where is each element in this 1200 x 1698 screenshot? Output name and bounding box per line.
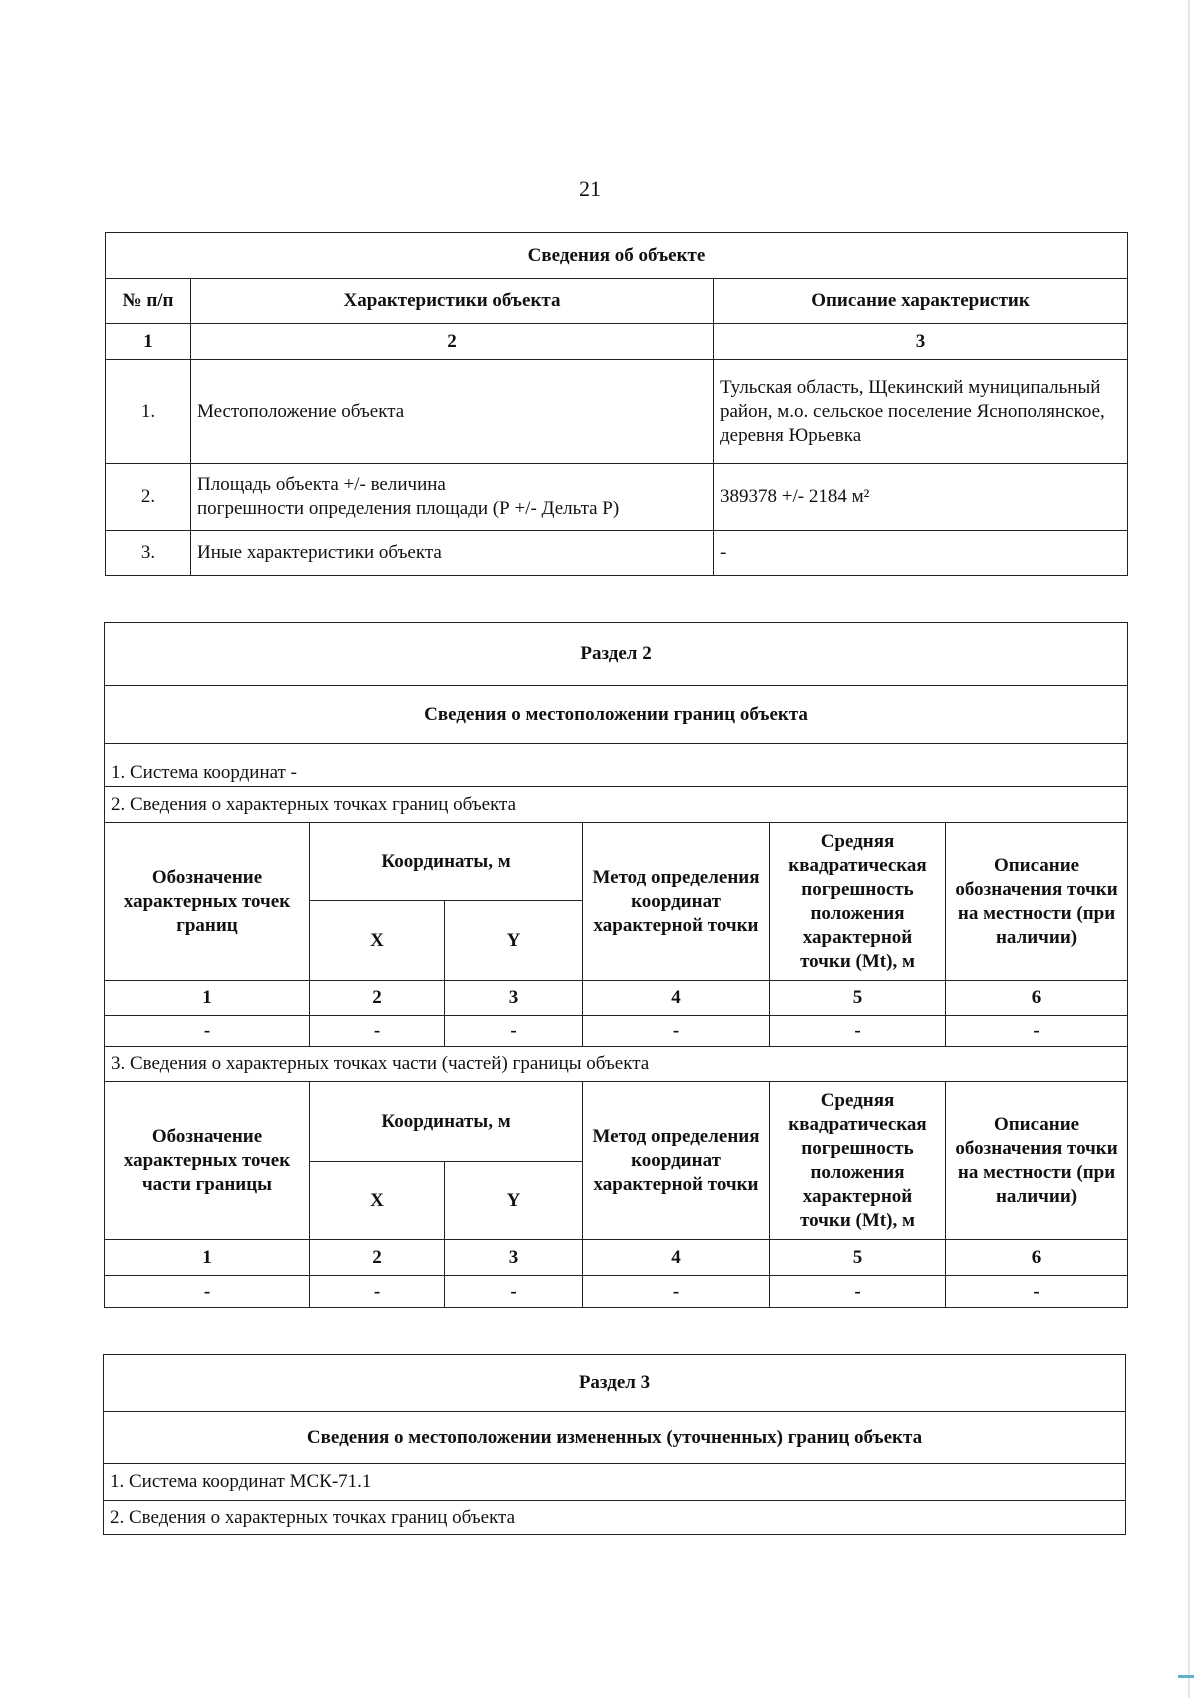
row-number: 1. (106, 360, 191, 464)
col-number: 5 (770, 1240, 946, 1276)
header-number: № п/п (106, 279, 191, 324)
table-cell: - (770, 1016, 946, 1047)
table-cell: - (105, 1276, 310, 1308)
row-name (191, 464, 714, 531)
header-y: Y (445, 1162, 583, 1240)
section2-parts-title: 3. Сведения о характерных точках части (частей) границы объекта (105, 1047, 1128, 1082)
page-number: 21 (579, 176, 601, 201)
row-description: 389378 +/- 2184 м² (714, 464, 1128, 531)
section2-points-title: 2. Сведения о характерных точках границ объекта (105, 787, 1128, 823)
col-number: 3 (714, 324, 1128, 360)
col-number: 3 (445, 981, 583, 1016)
row-number: 2. (106, 464, 191, 531)
table-cell: - (445, 1276, 583, 1308)
table-cell: - (770, 1276, 946, 1308)
col-number: 1 (106, 324, 191, 360)
col-number: 6 (946, 981, 1128, 1016)
object-info-table (105, 232, 1128, 576)
header-x: X (310, 1162, 445, 1240)
row-description: Тульская область, Щекинский муниципальный район, м.о. сельское поселение Яснополянское, деревня Юрьевка (714, 360, 1128, 464)
col-number: 3 (445, 1240, 583, 1276)
header-point-designation: Обозначение характерных точек границ (105, 823, 310, 981)
table-cell: - (946, 1276, 1128, 1308)
col-number: 4 (583, 1240, 770, 1276)
header-characteristics: Характеристики объекта (191, 279, 714, 324)
header-mean-error: Средняя квадратическая погрешность положения характерной точки (Mt), м (770, 823, 946, 981)
col-number: 1 (105, 981, 310, 1016)
section2-title: Раздел 2 (105, 623, 1128, 686)
header-y: Y (445, 901, 583, 981)
header-point-designation: Обозначение характерных точек части границы (105, 1082, 310, 1240)
table-cell: - (105, 1016, 310, 1047)
row-number: 3. (106, 531, 191, 576)
table-cell: - (583, 1276, 770, 1308)
table-cell: - (310, 1016, 445, 1047)
header-point-description: Описание обозначения точки на местности (при наличии) (946, 1082, 1128, 1240)
table-cell: - (445, 1016, 583, 1047)
scan-mark (1178, 1675, 1194, 1678)
section3-title: Раздел 3 (104, 1355, 1126, 1412)
header-coordinates: Координаты, м (310, 823, 583, 901)
section2-subtitle: Сведения о местоположении границ объекта (105, 686, 1128, 744)
col-number: 4 (583, 981, 770, 1016)
col-number: 1 (105, 1240, 310, 1276)
row-name-line: Площадь объекта +/- величина (197, 474, 446, 495)
col-number: 6 (946, 1240, 1128, 1276)
scan-edge-line (1188, 0, 1190, 1698)
col-number: 5 (770, 981, 946, 1016)
section3-table (103, 1354, 1126, 1535)
header-coordinates: Координаты, м (310, 1082, 583, 1162)
section3-subtitle: Сведения о местоположении измененных (уточненных) границ объекта (104, 1412, 1126, 1464)
row-name: Иные характеристики объекта (191, 531, 714, 576)
table-cell: - (946, 1016, 1128, 1047)
header-method: Метод определения координат характерной точки (583, 823, 770, 981)
section3-coord-system: 1. Система координат МСК-71.1 (104, 1464, 1126, 1501)
section2-table (104, 622, 1128, 1308)
row-name: Местоположение объекта (191, 360, 714, 464)
table-cell: - (583, 1016, 770, 1047)
header-x: X (310, 901, 445, 981)
section3-points-title: 2. Сведения о характерных точках границ объекта (104, 1501, 1126, 1535)
object-info-title: Сведения об объекте (106, 233, 1128, 279)
col-number: 2 (310, 1240, 445, 1276)
header-point-description: Описание обозначения точки на местности (при наличии) (946, 823, 1128, 981)
col-number: 2 (191, 324, 714, 360)
table-cell: - (310, 1276, 445, 1308)
col-number: 2 (310, 981, 445, 1016)
row-name-line: погрешности определения площади (Р +/- Дельта Р) (197, 498, 620, 519)
header-mean-error: Средняя квадратическая погрешность положения характерной точки (Mt), м (770, 1082, 946, 1240)
header-method: Метод определения координат характерной точки (583, 1082, 770, 1240)
row-description: - (714, 531, 1128, 576)
section2-coord-system: 1. Система координат - (105, 744, 1128, 787)
header-description: Описание характеристик (714, 279, 1128, 324)
